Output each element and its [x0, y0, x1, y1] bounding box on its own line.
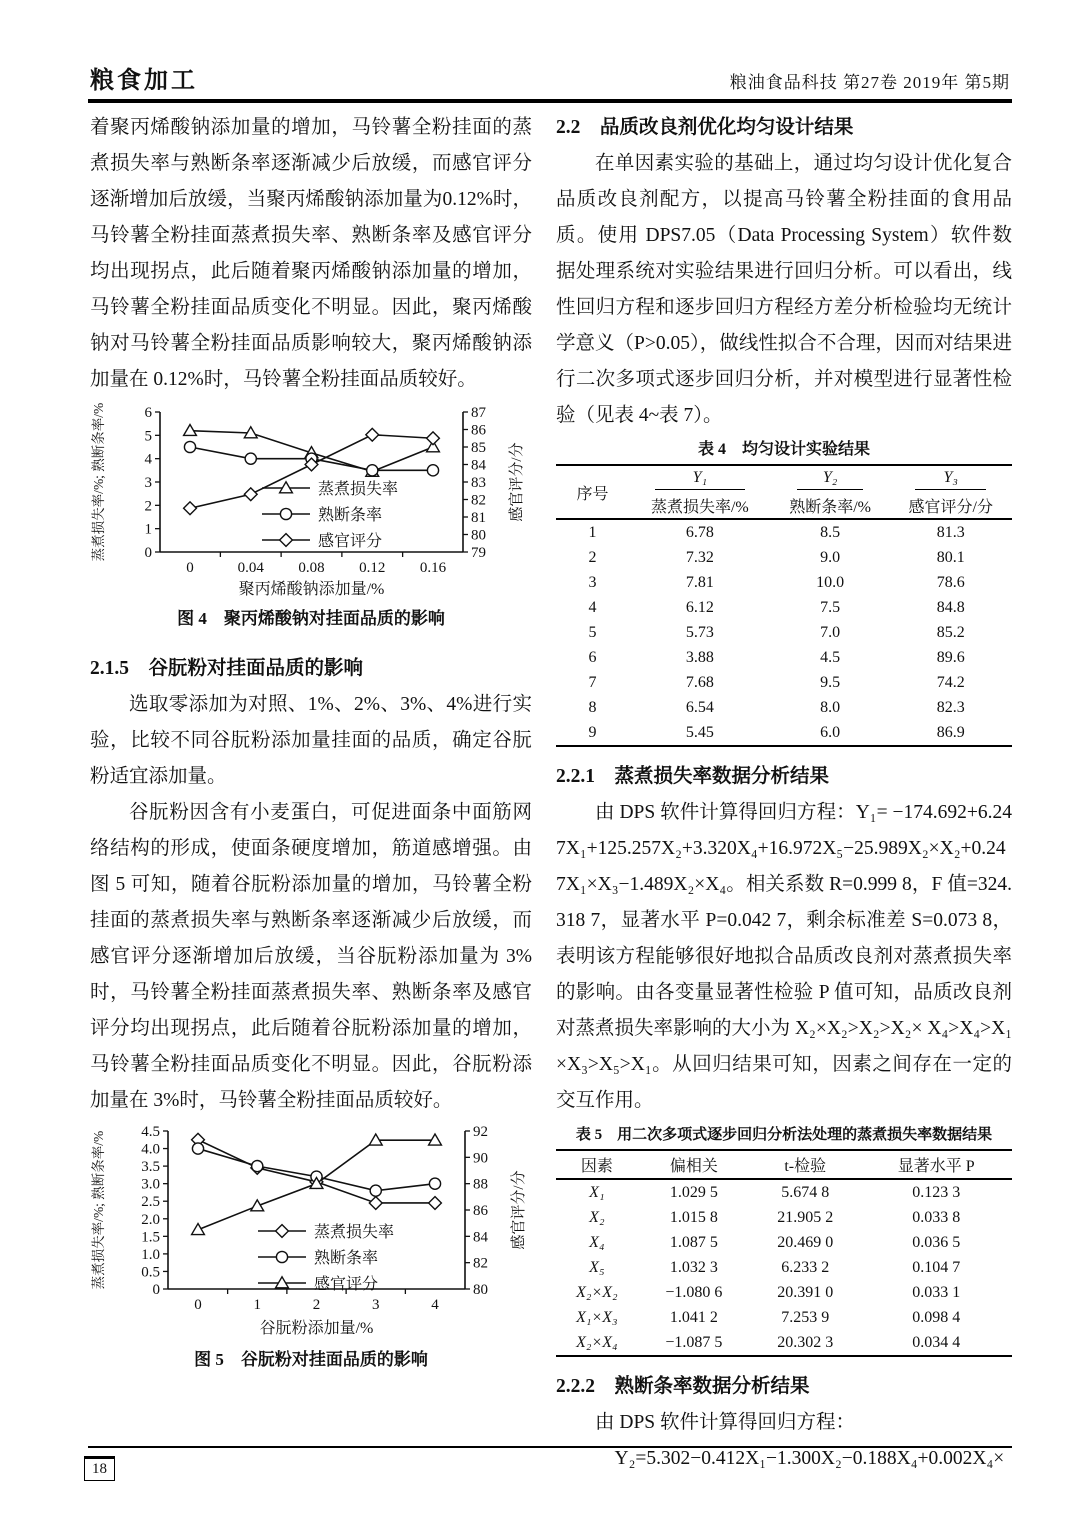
- table-row: [556, 1305, 1012, 1330]
- table-cell: t-检验: [750, 1150, 860, 1179]
- table-cell: 20.391 0: [777, 1283, 834, 1301]
- series-marker-circle: [370, 1185, 381, 1196]
- table-cell: 4: [588, 598, 597, 616]
- x-tick-label: 0.16: [419, 560, 447, 576]
- x-tick-label: 1: [253, 1297, 261, 1313]
- x-tick-label: 0.12: [359, 560, 386, 576]
- table-cell: 9: [588, 723, 597, 741]
- table-cell: 5.674 8: [781, 1183, 830, 1201]
- left-column: [90, 110, 532, 1372]
- legend-marker: [276, 1251, 287, 1262]
- table-cell: 0.104 7: [912, 1258, 961, 1276]
- section-2-2-2-heading: 2.2.2 熟断条率数据分析结果: [556, 1376, 810, 1397]
- left-tick-label: 0: [144, 545, 152, 561]
- table-cell: 6.78: [685, 523, 714, 541]
- table-cell: 0.034 4: [912, 1333, 961, 1351]
- series-marker-circle: [192, 1143, 203, 1154]
- right-tick-label: 88: [473, 1176, 488, 1193]
- right-tick-label: 84: [473, 1229, 488, 1246]
- table-row: [556, 1179, 1012, 1205]
- left-tick-label: 4: [144, 451, 152, 468]
- figure5-chart: [90, 1121, 532, 1346]
- table-cell: 7.68: [685, 673, 714, 691]
- right-tick-label: 82: [473, 1255, 488, 1272]
- table-cell: 78.6: [936, 573, 965, 591]
- x-axis-title: 聚丙烯酸钠添加量/%: [238, 581, 385, 598]
- table-row: [556, 465, 1012, 492]
- table-row: [556, 720, 1012, 746]
- table-cell: 蒸煮损失率/%: [629, 492, 771, 519]
- x-tick-label: 2: [312, 1297, 321, 1313]
- table-cell: 6.12: [685, 598, 714, 616]
- section-2-2-heading: 2.2 品质改良剂优化均匀设计结果: [556, 117, 854, 138]
- legend-marker: [276, 1225, 289, 1238]
- table-cell: 2: [588, 548, 597, 566]
- table-cell: X₅: [589, 1258, 605, 1276]
- table-row: [556, 545, 1012, 570]
- legend-label: 蒸煮损失率: [314, 1224, 395, 1241]
- right-tick-label: 85: [471, 440, 486, 456]
- x-tick-label: 3: [372, 1297, 380, 1313]
- table-cell: 1.029 5: [669, 1183, 718, 1201]
- footer-rule: [88, 1446, 1012, 1448]
- table-cell: 偏相关: [638, 1150, 750, 1179]
- left-tick-label: 1.0: [141, 1246, 160, 1263]
- table-cell: 74.2: [936, 673, 965, 691]
- series-marker-diamond: [427, 432, 440, 445]
- right-column: [556, 110, 1012, 1477]
- column-group-label: Y₂: [797, 468, 864, 490]
- series-marker-diamond: [366, 428, 379, 441]
- right-tick-label: 82: [471, 492, 486, 509]
- figure4-caption: 图 4 聚丙烯酸钠对挂面品质的影响: [177, 609, 445, 628]
- table-cell: 7.81: [685, 573, 714, 591]
- legend-marker: [280, 534, 293, 547]
- table-cell: 82.3: [936, 698, 965, 716]
- series-marker-diamond: [369, 1197, 382, 1210]
- column-group-label: Y₃: [915, 468, 986, 490]
- legend-label: 蒸煮损失率: [318, 481, 399, 498]
- table-cell: X₁: [589, 1183, 605, 1201]
- table-cell: 1.041 2: [669, 1308, 718, 1326]
- section-2-2-2-lead: 由 DPS 软件计算得回归方程：: [595, 1412, 856, 1433]
- left-tick-label: 6: [144, 405, 152, 421]
- table-cell: 89.6: [936, 648, 965, 666]
- table-cell: X₂×X₄: [576, 1333, 618, 1351]
- left-tick-label: 5: [144, 428, 152, 445]
- table-row: [556, 595, 1012, 620]
- table-cell: 5.73: [685, 623, 714, 641]
- section-2-2-paragraph: 在单因素实验的基础上，通过均匀设计优化复合品质改良剂配方，以提高马铃薯全粉挂面的食用品质。使用 DPS7.05（Data Processing System）软件数据处理系统对实验结果进行回归分析。可以看出，线性回归方程和逐步回归方程经方差分析检验均无统计学意义（P>0.05），做线性拟合不合理，因而对结果进行二次多项式逐步回归分析，并对模型进行显著性检验（见表 4~表 7）。: [556, 153, 1012, 426]
- table-cell: 1.015 8: [669, 1208, 718, 1226]
- section-2-2-1-heading: 2.2.1 蒸煮损失率数据分析结果: [556, 766, 830, 787]
- header-journal-info: 粮油食品科技 第27卷 2019年 第5期: [729, 73, 1010, 92]
- table-row: [556, 670, 1012, 695]
- table-cell: 6.54: [685, 698, 714, 716]
- left-y-axis-title: 蒸煮损失率/%; 熟断条率/%: [91, 1130, 106, 1290]
- table4-caption: 表 4 均匀设计实验结果: [697, 441, 870, 458]
- table-cell: 20.469 0: [777, 1233, 834, 1251]
- table-cell: 8.0: [820, 698, 841, 716]
- right-y-axis-title: 感官评分/分: [509, 442, 525, 522]
- table-row: [556, 620, 1012, 645]
- table-row: [556, 1280, 1012, 1305]
- left-tick-label: 3.5: [141, 1159, 160, 1176]
- table-row: [556, 1205, 1012, 1230]
- legend-label: 感官评分: [314, 1276, 379, 1293]
- table-cell: [889, 465, 1012, 492]
- table-cell: 因素: [556, 1150, 638, 1179]
- figure4-chart: [90, 400, 532, 605]
- left-tick-label: 2.0: [141, 1211, 160, 1228]
- legend-label: 熟断条率: [314, 1250, 379, 1267]
- section-2-1-5-paragraph-2: 谷朊粉因含有小麦蛋白，可促进面条中面筋网络结构的形成，使面条硬度增加，筋道感增强。由图 5 可知，随着谷朊粉添加量的增加，马铃薯全粉挂面的蒸煮损失率与熟断条率逐渐减少后放缓，而感官评分逐渐增加后放缓，当谷朊粉添加量为 3%时，马铃薯全粉挂面蒸煮损失率、熟断条率及感官评分均出现拐点，此后随着谷朊粉添加量的增加，马铃薯全粉挂面品质变化不明显。因此，谷朊粉添加量在 3%时，马铃薯全粉挂面品质较好。: [90, 802, 532, 1111]
- page-number-box: 18: [84, 1456, 115, 1481]
- table-cell: 序号: [556, 465, 629, 519]
- table-cell: 3: [588, 573, 597, 591]
- left-y-axis-title: 蒸煮损失率/%; 熟断条率/%: [91, 402, 106, 562]
- table-cell: 7.253 9: [781, 1308, 830, 1326]
- right-tick-label: 86: [473, 1203, 488, 1219]
- table-cell: −1.080 6: [665, 1283, 723, 1301]
- series-marker-triangle: [251, 1200, 264, 1211]
- left-tick-label: 2: [144, 498, 152, 515]
- table-cell: X₂×X₂: [576, 1283, 618, 1301]
- right-tick-label: 83: [471, 475, 486, 491]
- table-cell: 80.1: [936, 548, 965, 566]
- table-cell: 81.3: [936, 523, 965, 541]
- series-marker-circle: [245, 453, 256, 464]
- series-marker-triangle: [184, 424, 197, 435]
- section-2-2-2-equation: Y₂=5.302−0.412X₁−1.300X₂−0.188X₄+0.002X₄×: [614, 1448, 1005, 1469]
- table-cell: 感官评分/分: [889, 492, 1012, 519]
- table-row: [556, 1330, 1012, 1356]
- table-cell: 6.0: [820, 723, 841, 741]
- table-cell: 0.098 4: [912, 1308, 961, 1326]
- table-cell: 6: [588, 648, 597, 666]
- header-rule: [88, 99, 1012, 103]
- table-cell: X₁×X₃: [576, 1308, 618, 1326]
- series-marker-diamond: [429, 1197, 442, 1210]
- right-tick-label: 90: [473, 1150, 488, 1167]
- legend-label: 感官评分: [318, 533, 383, 550]
- left-tick-label: 1: [144, 521, 152, 538]
- section-2-2-1-paragraph: 由 DPS 软件计算得回归方程：Y₁= −174.692+6.247X₁+125.257X₂+3.320X₄+16.972X₅−25.989X₂×X₂+0.247X₁×X₃−1.489X₂×X₄。相关系数 R=0.999 8，F 值=324.318 7，显著水平 P=0.042 7，剩余标准差 S=0.073 8，表明该方程能够很好地拟合品质改良剂对蒸煮损失率的影响。由各变量显著性检验 P 值可知，品质改良剂对蒸煮损失率影响的大小为 X₂×X₂>X₂>X₂× X₄>X₄>X₁×X₃>X₅>X₁。从回归结果可知，因素之间存在一定的交互作用。: [556, 802, 1012, 1111]
- x-tick-label: 0.04: [237, 560, 264, 576]
- legend-label: 熟断条率: [318, 507, 383, 524]
- table-cell: 5.45: [685, 723, 714, 741]
- table-cell: 熟断条率/%: [771, 492, 890, 519]
- table-cell: 21.905 2: [777, 1208, 834, 1226]
- table-cell: 10.0: [816, 573, 845, 591]
- x-tick-label: 0.08: [298, 560, 325, 576]
- series-marker-circle: [427, 465, 438, 476]
- table-row: [556, 1230, 1012, 1255]
- left-tick-label: 0.5: [141, 1264, 160, 1281]
- table-row: [556, 570, 1012, 595]
- left-tick-label: 1.5: [141, 1229, 160, 1246]
- series-marker-diamond: [244, 488, 257, 501]
- table-cell: [771, 465, 890, 492]
- table-cell: 7.5: [820, 598, 841, 616]
- table-cell: 84.8: [936, 598, 965, 616]
- table-cell: 3.88: [685, 648, 714, 666]
- left-tick-label: 0: [152, 1282, 160, 1298]
- x-axis-title: 谷朊粉添加量/%: [259, 1320, 374, 1337]
- series-marker-circle: [429, 1178, 440, 1189]
- right-tick-label: 80: [471, 527, 486, 544]
- table4: [556, 464, 1012, 747]
- section-2-1-5-heading: 2.1.5 谷朊粉对挂面品质的影响: [90, 658, 364, 679]
- left-tick-label: 4.5: [141, 1124, 160, 1140]
- x-tick-label: 0: [194, 1297, 202, 1313]
- right-tick-label: 80: [473, 1282, 488, 1298]
- series-marker-circle: [252, 1161, 263, 1172]
- table-cell: 1.087 5: [669, 1233, 718, 1251]
- right-tick-label: 84: [471, 457, 486, 474]
- right-tick-label: 79: [471, 545, 486, 561]
- table-cell: 9.0: [820, 548, 841, 566]
- table-cell: 0.033 8: [912, 1208, 961, 1226]
- figure-5: [90, 1121, 532, 1372]
- right-y-axis-title: 感官评分/分: [511, 1170, 527, 1250]
- paragraph-continued: 着聚丙烯酸钠添加量的增加，马铃薯全粉挂面的蒸煮损失率与熟断条率逐渐减少后放缓，而感官评分逐渐增加后放缓，当聚丙烯酸钠添加量为0.12%时，马铃薯全粉挂面蒸煮损失率、熟断条率及感官评分均出现拐点，此后随着聚丙烯酸钠添加量的增加，马铃薯全粉挂面品质变化不明显。因此，聚丙烯酸钠对马铃薯全粉挂面品质影响较大，聚丙烯酸钠添加量在 0.12%时，马铃薯全粉挂面品质较好。: [90, 117, 532, 390]
- table-cell: [629, 465, 771, 492]
- left-tick-label: 3: [144, 475, 152, 491]
- right-tick-label: 87: [471, 405, 486, 421]
- table-cell: 0.036 5: [912, 1233, 961, 1251]
- left-tick-label: 3.0: [141, 1176, 160, 1193]
- table-cell: 0.123 3: [912, 1183, 961, 1201]
- table-cell: 7.0: [820, 623, 841, 641]
- table-row: [556, 1150, 1012, 1179]
- table-cell: 20.302 3: [777, 1333, 834, 1351]
- table-cell: 5: [588, 623, 597, 641]
- table-cell: 7: [588, 673, 597, 691]
- series-marker-triangle: [192, 1224, 205, 1235]
- x-tick-label: 4: [431, 1297, 439, 1313]
- table5-caption: 表 5 用二次多项式逐步回归分析法处理的蒸煮损失率数据结果: [575, 1127, 993, 1143]
- figure5-caption: 图 5 谷朊粉对挂面品质的影响: [194, 1350, 428, 1369]
- table-cell: 8.5: [820, 523, 841, 541]
- left-tick-label: 4.0: [141, 1141, 160, 1158]
- right-tick-label: 86: [471, 422, 486, 439]
- series-marker-circle: [367, 465, 378, 476]
- table-cell: −1.087 5: [665, 1333, 723, 1351]
- table-cell: 9.5: [820, 673, 841, 691]
- section-2-1-5-paragraph-1: 选取零添加为对照、1%、2%、3%、4%进行实验，比较不同谷朊粉添加量挂面的品质，确定谷朊粉适宜添加量。: [90, 694, 532, 787]
- table5: [556, 1149, 1012, 1357]
- header-section-label: 粮食加工: [90, 68, 198, 94]
- table-cell: 0.033 1: [912, 1283, 961, 1301]
- table-row: [556, 645, 1012, 670]
- table-cell: 85.2: [936, 623, 965, 641]
- table-cell: X₂: [589, 1208, 605, 1226]
- table-cell: 7.32: [685, 548, 714, 566]
- table-cell: 1.032 3: [669, 1258, 718, 1276]
- series-marker-circle: [184, 441, 195, 452]
- x-tick-label: 0: [186, 560, 194, 576]
- table-cell: 4.5: [820, 648, 841, 666]
- right-tick-label: 81: [471, 510, 486, 526]
- table-cell: 86.9: [936, 723, 965, 741]
- right-tick-label: 92: [473, 1124, 488, 1140]
- table-cell: 8: [588, 698, 597, 716]
- table-cell: X₄: [589, 1233, 605, 1251]
- table-row: [556, 519, 1012, 545]
- figure-4: [90, 400, 532, 631]
- legend-marker: [280, 508, 291, 519]
- table-row: [556, 1255, 1012, 1280]
- left-tick-label: 2.5: [141, 1194, 160, 1211]
- column-group-label: Y₁: [655, 468, 745, 490]
- table-cell: 显著水平 P: [860, 1150, 1012, 1179]
- table-cell: 6.233 2: [781, 1258, 830, 1276]
- series-marker-diamond: [184, 502, 197, 515]
- table-cell: 1: [588, 523, 597, 541]
- table-row: [556, 695, 1012, 720]
